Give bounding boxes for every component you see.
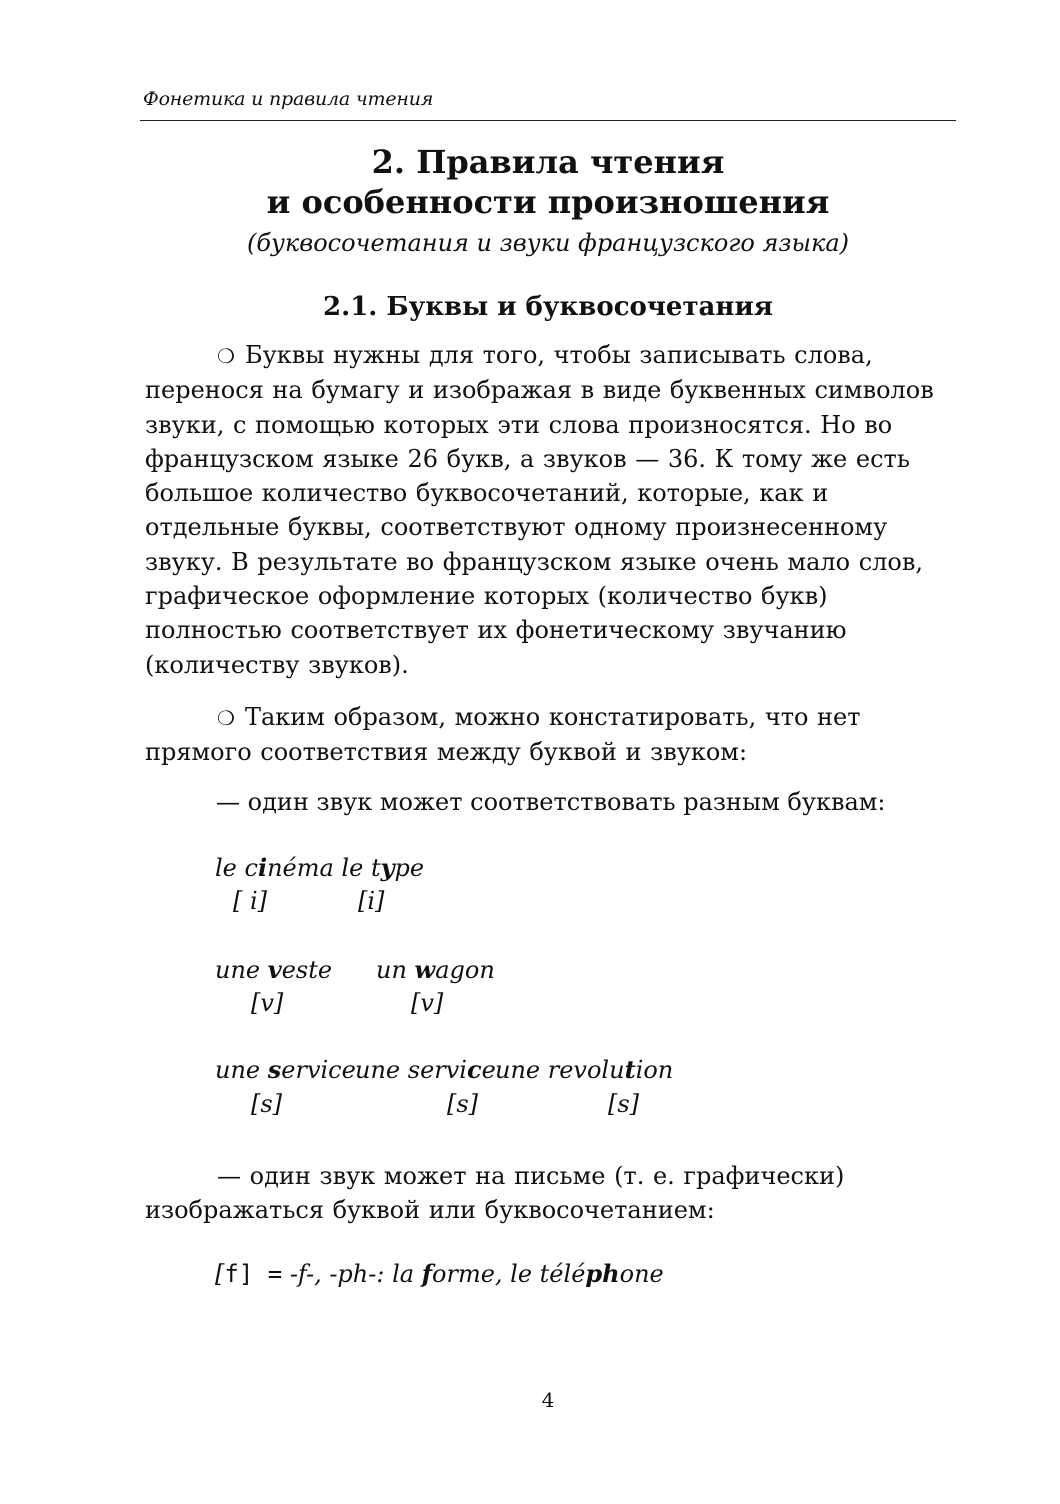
paragraph-2-line: прямого соответствия между буквой и звуком: (145, 738, 748, 767)
transcription: [v] (251, 989, 284, 1017)
example-row-3a: une service (215, 1055, 356, 1084)
paragraph-1-line: отдельные буквы, соответствуют одному произнесенному (145, 513, 888, 542)
paragraph-1-line: звуки, с помощью которых эти слова произносятся. Но во (145, 410, 893, 439)
example-f-sound: [f] = -f-, -ph-: la forme, le téléphone (215, 1259, 664, 1288)
paragraph-1-line: ❍ Буквы нужны для того, чтобы записывать слова, (145, 338, 953, 373)
section-title: 2.1. Буквы и буквосочетания (323, 292, 773, 322)
rule-2 (145, 1159, 953, 1228)
bullet-circle-icon: ❍ (217, 344, 235, 368)
example-row-2a: une veste (215, 955, 333, 984)
rule-2-line: — один звук может на письме (т. е. графически) (217, 1162, 845, 1190)
paragraph-1-line: (количеству звуков). (145, 650, 409, 679)
example-row-1: le cinéma le type (215, 853, 425, 882)
chapter-title-line2: и особенности произношения (266, 183, 830, 221)
header-rule (140, 120, 956, 121)
paragraph-1-line: французском языке 26 букв, а звуков — 36. К тому же есть (145, 444, 910, 473)
paragraph-1-line: большое количество буквосочетаний, которые, как и (145, 479, 829, 508)
running-header: Фонетика и правила чтения (143, 88, 434, 110)
example-row-2b: un wagon (376, 955, 495, 984)
transcription: [v] (411, 989, 444, 1017)
paragraph-2 (145, 700, 953, 770)
paragraph-1 (145, 338, 953, 682)
paragraph-1-line: графическое оформление которых (количество букв) (145, 582, 828, 611)
transcription: [s] (251, 1090, 283, 1118)
paragraph-2-line: ❍ Таким образом, можно констатировать, что нет (145, 700, 953, 735)
rule-2-line: изображаться буквой или буквосочетанием: (145, 1196, 715, 1225)
chapter-subtitle: (буквосочетания и звуки французского языка) (246, 229, 850, 257)
transcription: [i] (358, 887, 385, 915)
transcription: [ i] (233, 887, 268, 915)
paragraph-1-line: звуку. В результате во французском языке очень мало слов, (145, 547, 923, 576)
page-number: 4 (541, 1388, 555, 1412)
example-row-3b: une service (355, 1055, 496, 1084)
paragraph-1-line: перенося на бумагу и изображая в виде буквенных символов (145, 376, 934, 405)
bullet-circle-icon: ❍ (217, 706, 235, 730)
transcription: [s] (447, 1090, 479, 1118)
transcription: [s] (608, 1090, 640, 1118)
chapter-title-line1: 2. Правила чтения (371, 143, 725, 181)
paragraph-1-line: полностью соответствует их фонетическому звучанию (145, 616, 847, 645)
example-row-3c: une revolution (495, 1055, 674, 1084)
rule-1: — один звук может соответствовать разным буквам: (216, 788, 886, 816)
